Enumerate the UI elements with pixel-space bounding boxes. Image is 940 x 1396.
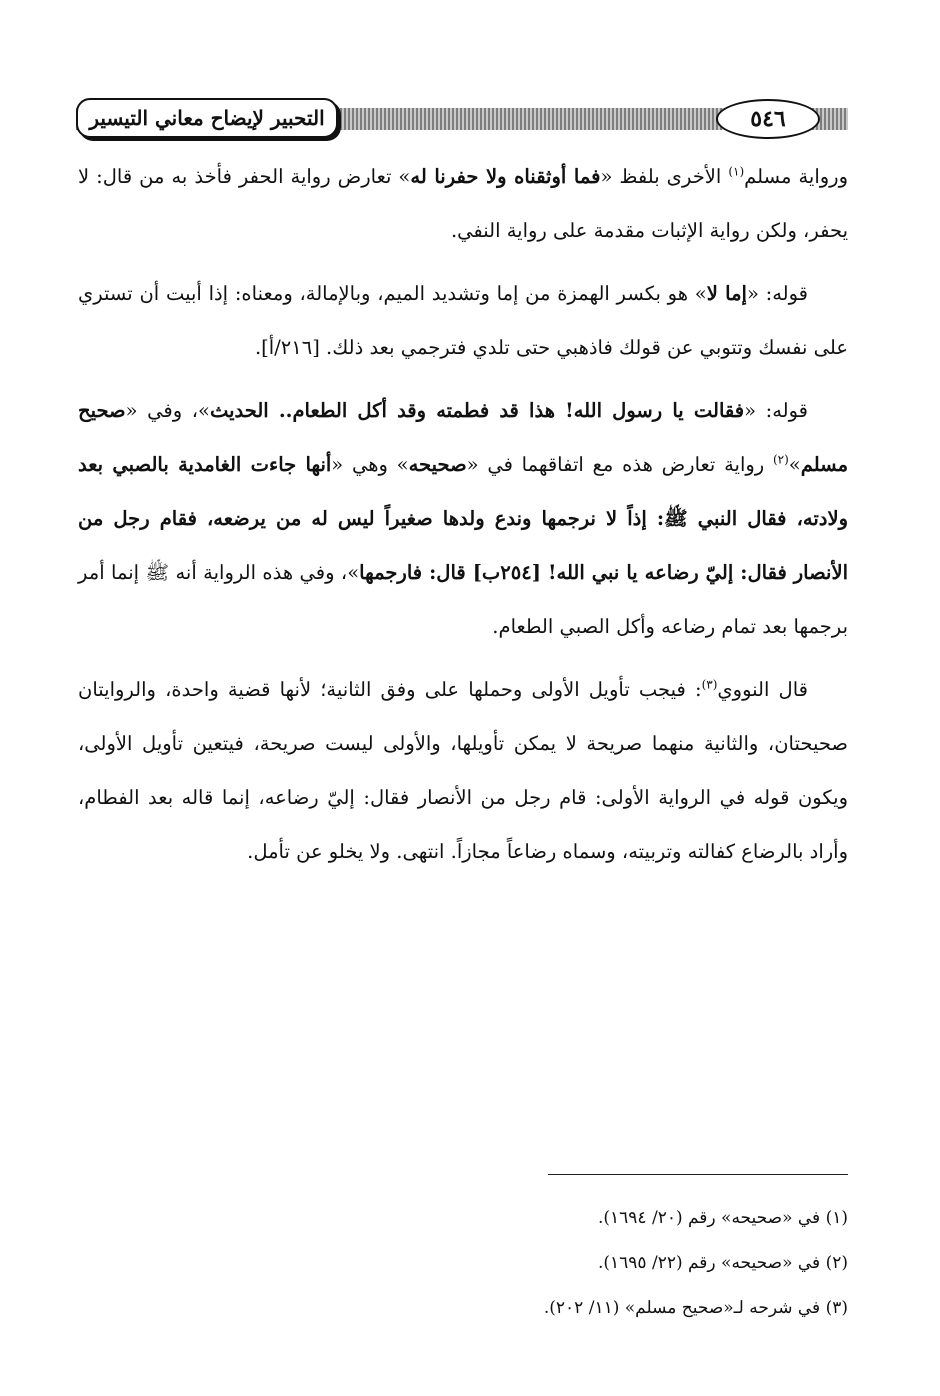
text-run: رواية تعارض هذه مع اتفاقهما في «: [466, 453, 773, 476]
footnote-separator: [548, 1174, 848, 1175]
footnote-3: (٣) في شرحه لـ«صحيح مسلم» (١١/ ٢٠٢).: [543, 1298, 848, 1318]
paragraph-3: [78, 384, 848, 654]
text-run: »: [788, 453, 801, 476]
text-run: قوله: «: [746, 282, 808, 305]
text-run: : فيجب تأويل الأولى وحملها على وفق الثانية؛ لأنها قضية واحدة، والروايتان صحيحتان، والثانية منهما صريحة لا يمكن تأويلها، والأولى ليست صريحة، فيتعين تأويل الأولى، ويكون قوله في الرواية الأولى: قام رجل من الأنصار فقال: إليّ رضاعه، إنما قاله بعد الفطام، وأراد بالرضاع كفالته وتربيته، وسماه رضاعاً مجازاً. انتهى. ولا يخلو عن تأمل.: [78, 678, 848, 863]
text-run: ورواية مسلم: [744, 165, 848, 188]
bold-quote: إما لا: [706, 282, 747, 305]
footnote-ref-2: (٢): [772, 452, 789, 467]
text-run: قوله: «: [744, 399, 809, 422]
text-run: الأخرى بلفظ «: [600, 165, 729, 188]
bold-quote: صحيحه: [408, 453, 467, 476]
bold-quote: صحيح مسلم: [78, 399, 849, 476]
paragraph-1: [78, 150, 848, 258]
page-number: ٥٤٦: [716, 99, 820, 139]
footnote-ref-3: (٣): [701, 677, 718, 692]
footnote-1: (١) في «صحيحه» رقم (٢٠/ ١٦٩٤).: [597, 1208, 848, 1228]
footnote-ref-1: (١): [728, 164, 745, 179]
paragraph-2: [78, 267, 848, 375]
book-title: التحبير لإيضاح معاني التيسير: [76, 98, 338, 138]
main-text: [78, 150, 848, 888]
text-run: قال النووي: [717, 678, 808, 701]
text-run: » وهي «: [331, 453, 409, 476]
bold-quote: أنها جاءت الغامدية بالصبي بعد ولادته، فقال النبي ﷺ: إذاً لا نرجمها وندع ولدها صغيراً ليس له من يرضعه، فقام رجل من الأنصار فقال: إليّ رضاعه يا نبي الله! [٢٥٤ب] قال: فارجمها: [78, 453, 849, 584]
bold-quote: فقالت يا رسول الله! هذا قد فطمته وقد أكل الطعام.. الحديث: [209, 399, 745, 422]
text-run: »، وفي «: [125, 399, 210, 422]
text-run: »، وفي هذه الرواية أنه ﷺ إنما أمر برجمها بعد تمام رضاعه وأكل الصبي الطعام.: [78, 561, 848, 638]
paragraph-4: [78, 663, 848, 879]
running-header: [76, 96, 848, 146]
text-run: » هو بكسر الهمزة من إما وتشديد الميم، وبالإمالة، ومعناه: إذا أبيت أن تستري على نفسك وتتوبي عن قولك فاذهبي حتى تلدي فترجمي بعد ذلك. [٢١٦/أ].: [78, 282, 848, 359]
bold-quote: فما أوثقناه ولا حفرنا له: [410, 165, 601, 188]
text-run: » تعارض رواية الحفر فأخذ به من قال: لا يحفر، ولكن رواية الإثبات مقدمة على رواية النفي.: [78, 165, 848, 242]
footnotes: [78, 1196, 848, 1331]
footnote-2: (٢) في «صحيحه» رقم (٢٢/ ١٦٩٥).: [597, 1253, 848, 1273]
